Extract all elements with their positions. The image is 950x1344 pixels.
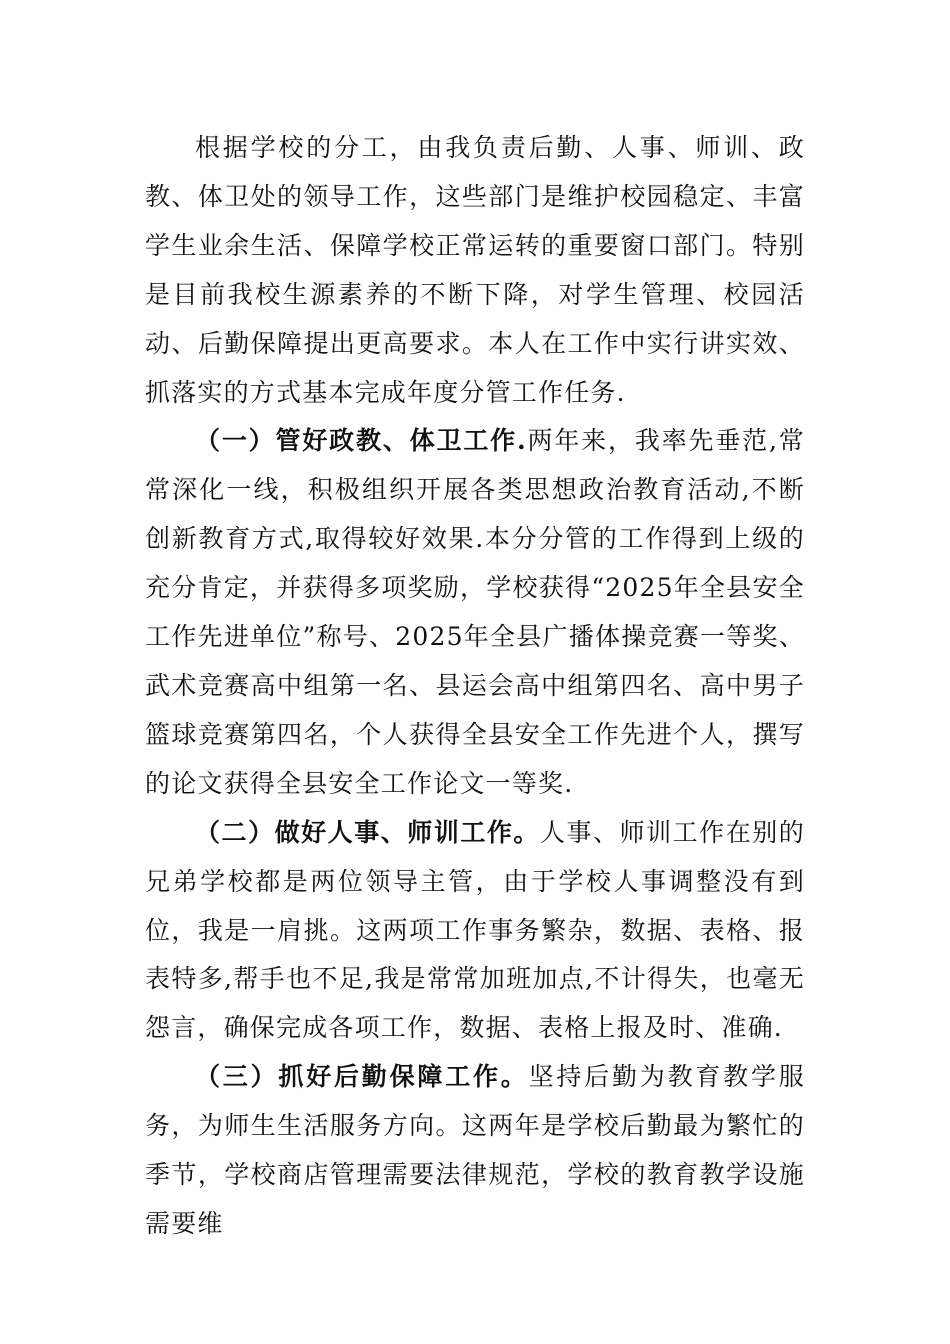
paragraph-section-2: [145, 809, 805, 1054]
document-body: [145, 124, 805, 1249]
section-heading-2: （二）做好人事、师训工作。: [195, 817, 540, 847]
paragraph-text: 坚持后勤为教育教学服务，为师生生活服务方向。这两年是学校后勤最为繁忙的季节，学校商店管理需要法律规范，学校的教育教学设施需要维: [145, 1062, 805, 1238]
paragraph-text: 根据学校的分工，由我负责后勤、人事、师训、政教、体卫处的领导工作，这些部门是维护校园稳定、丰富学生业余生活、保障学校正常运转的重要窗口部门。特别是目前我校生源素养的不断下降，对学生管理、校园活动、后勤保障提出更高要求。本人在工作中实行讲实效、抓落实的方式基本完成年度分管工作任务.: [145, 133, 805, 407]
section-heading-3: （三）抓好后勤保障工作。: [195, 1062, 529, 1092]
paragraph-text: 人事、师训工作在别的兄弟学校都是两位领导主管，由于学校人事调整没有到位，我是一肩挑。这两项工作事务繁杂，数据、表格、报表特多,帮手也不足,我是常常加班加点,不计得失，也毫无怨言，确保完成各项工作，数据、表格上报及时、准确.: [145, 817, 805, 1043]
paragraph-text: 两年来，我率先垂范,常常深化一线，积极组织开展各类思想政治教育活动,不断创新教育方式,取得较好效果.本分分管的工作得到上级的充分肯定，并获得多项奖励，学校获得“2025年全县安全工作先进单位”称号、2025年全县广播体操竞赛一等奖、武术竞赛高中组第一名、县运会高中组第四名、高中男子篮球竞赛第四名，个人获得全县安全工作先进个人，撰写的论文获得全县安全工作论文一等奖.: [145, 426, 805, 798]
paragraph-intro: [145, 124, 805, 417]
paragraph-section-1: [145, 417, 805, 808]
paragraph-section-3: [145, 1053, 805, 1249]
section-heading-1: （一）管好政教、体卫工作.: [195, 426, 527, 456]
